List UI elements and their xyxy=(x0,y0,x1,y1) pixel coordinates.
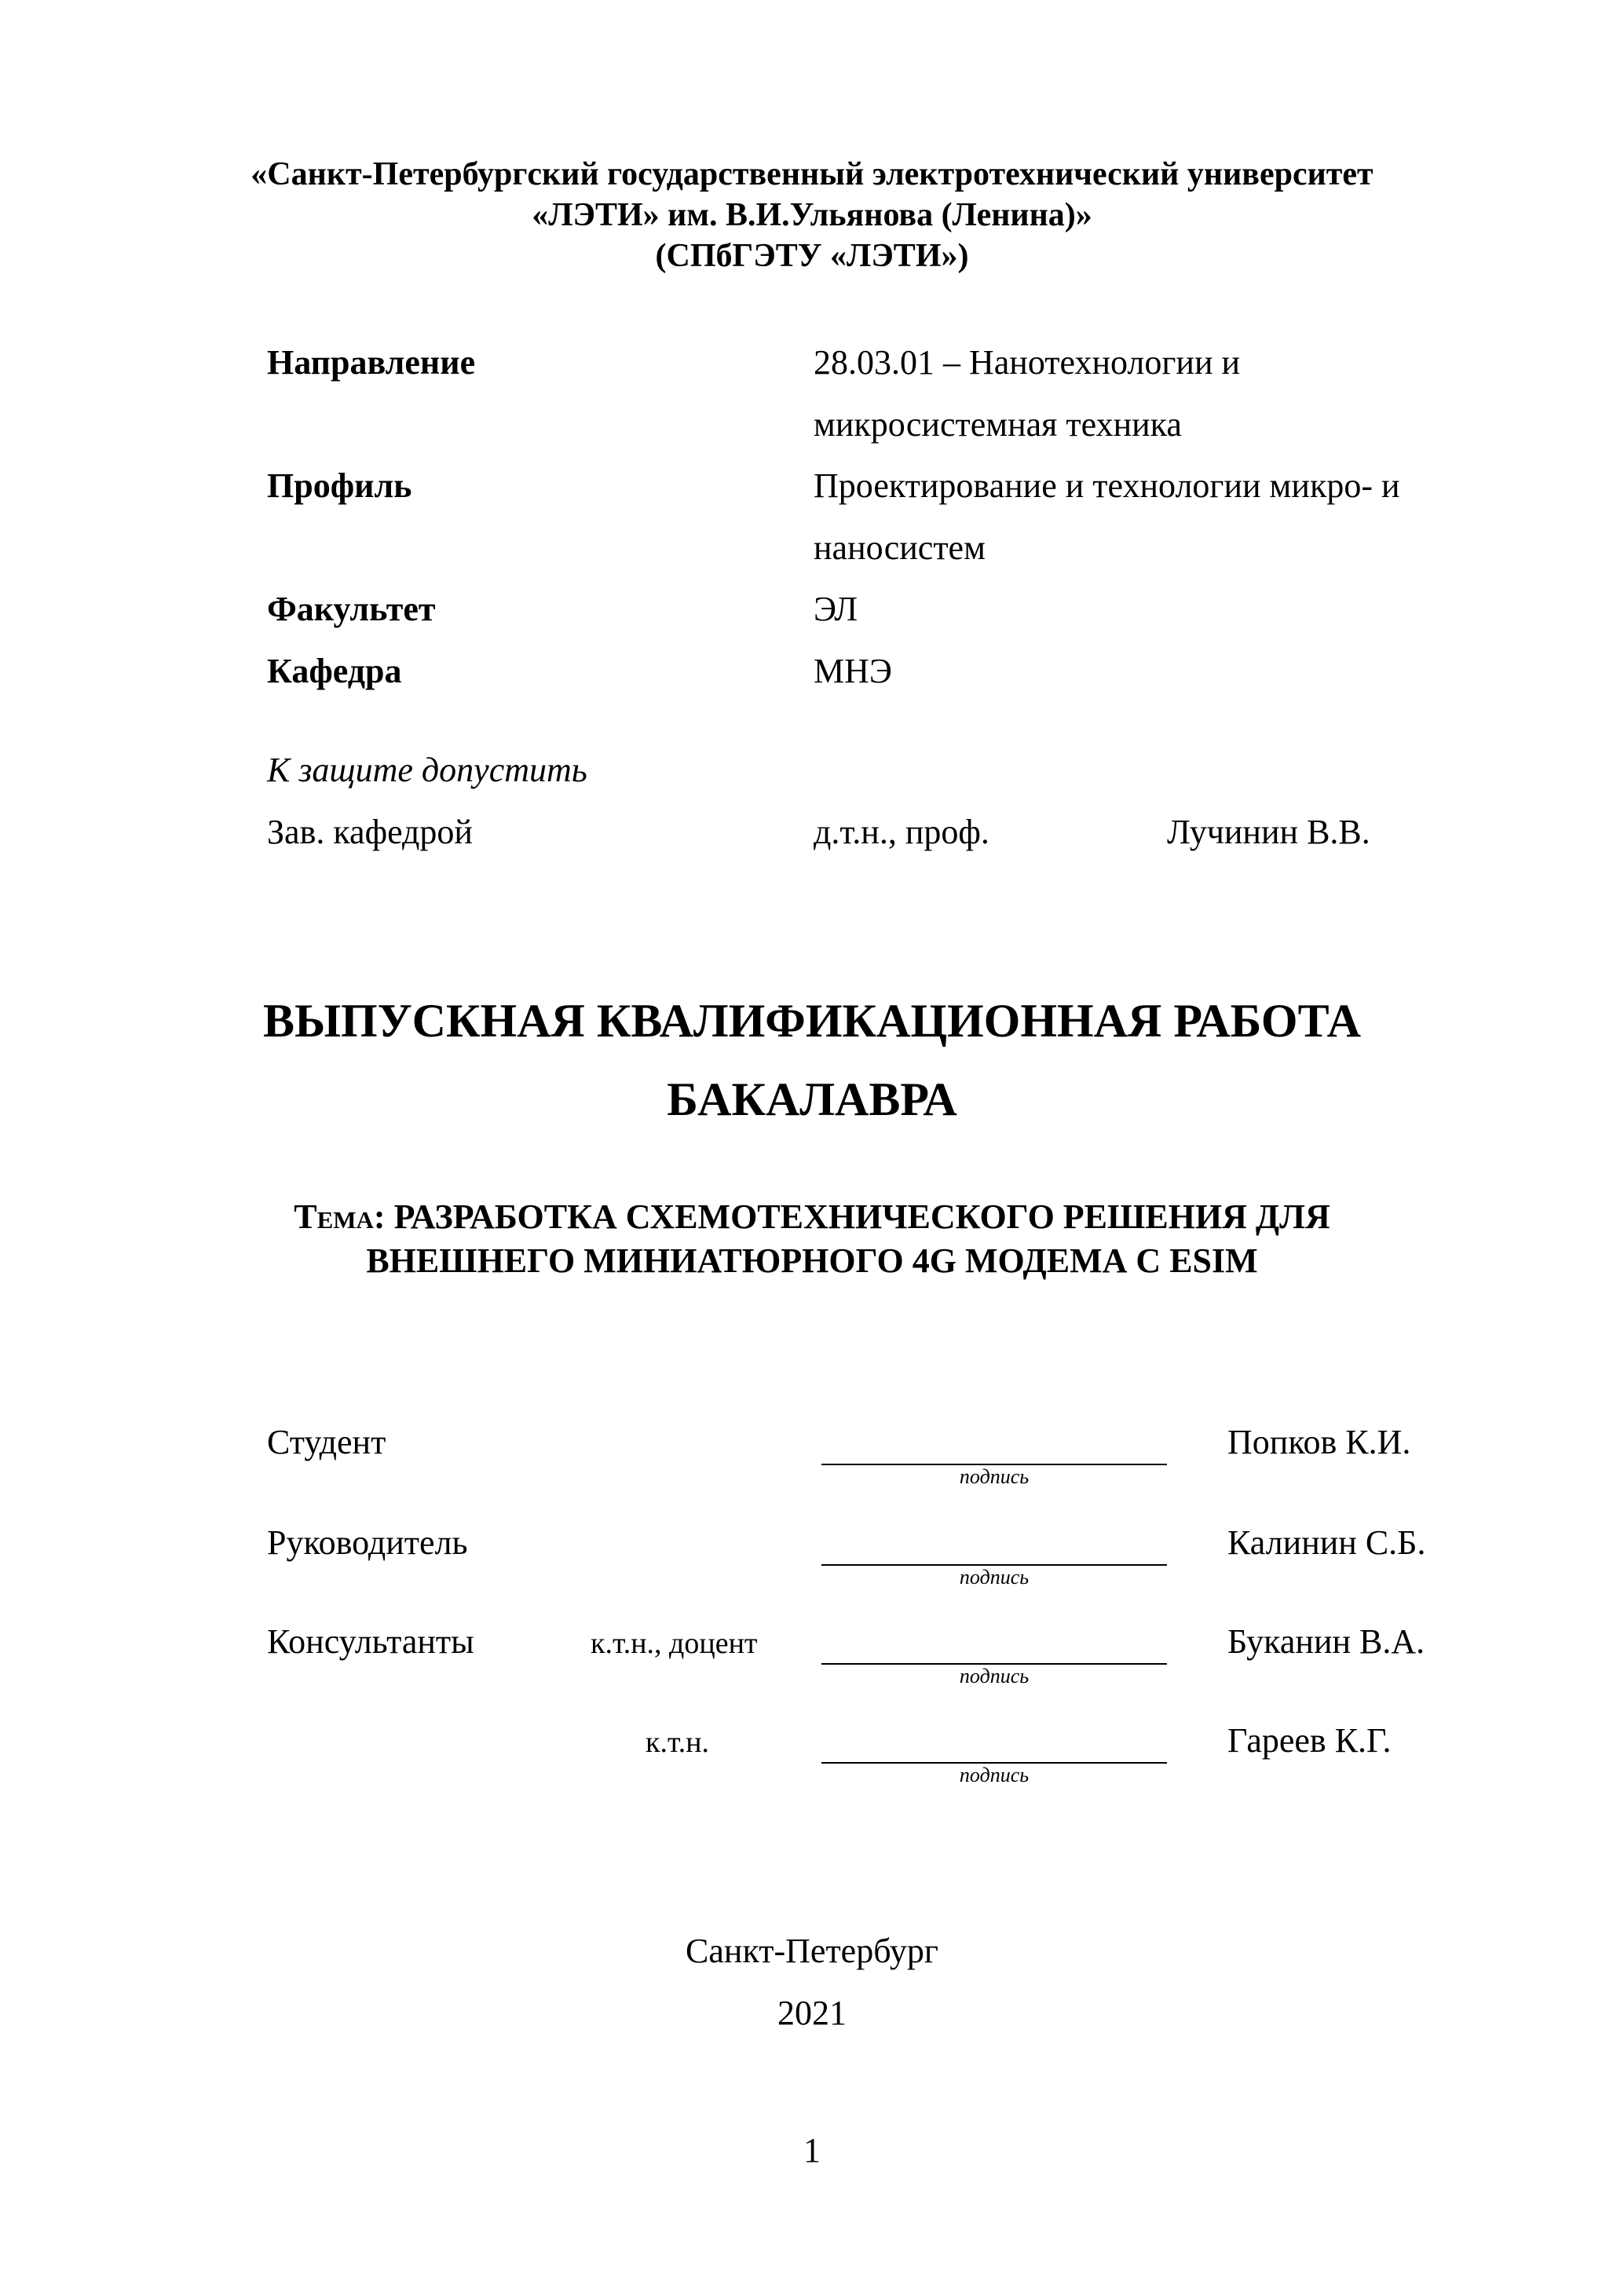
info-value-profile-line-2: наносистем xyxy=(814,528,986,567)
info-value-department: МНЭ xyxy=(814,652,892,690)
signature-role-consultants: Консультанты xyxy=(267,1622,474,1661)
info-label-profile: Профиль xyxy=(267,466,412,505)
signature-degree-consultant-1: к.т.н., доцент xyxy=(591,1627,758,1660)
thesis-theme-line-2: ВНЕШНЕГО МИНИАТЮРНОГО 4G МОДЕМА С ESIM xyxy=(366,1241,1258,1280)
info-label-faculty: Факультет xyxy=(267,590,436,628)
signature-caption: подпись xyxy=(959,1665,1030,1687)
info-label-department: Кафедра xyxy=(267,652,402,690)
approval-role: Зав. кафедрой xyxy=(267,813,473,851)
signature-name-consultant-2: Гареев К.Г. xyxy=(1227,1721,1392,1760)
document-title-line-1: ВЫПУСКНАЯ КВАЛИФИКАЦИОННАЯ РАБОТА xyxy=(263,995,1361,1047)
signature-name-student: Попков К.И. xyxy=(1227,1423,1411,1461)
university-name-line-1: «Санкт-Петербургский государственный электротехнический университет xyxy=(251,156,1373,192)
university-abbreviation: (СПбГЭТУ «ЛЭТИ») xyxy=(655,238,969,274)
signature-caption: подпись xyxy=(959,1566,1030,1589)
university-header xyxy=(0,154,1624,276)
signature-name-consultant-1: Буканин В.А. xyxy=(1227,1622,1425,1661)
info-value-profile-line-1: Проектирование и технологии микро- и xyxy=(814,466,1400,505)
signature-name-supervisor: Калинин С.Б. xyxy=(1227,1523,1426,1562)
document-title xyxy=(0,982,1624,1139)
thesis-theme-line-1 xyxy=(0,1195,1624,1239)
info-value-direction-line-1: 28.03.01 – Нанотехнологии и xyxy=(814,343,1241,382)
year: 2021 xyxy=(777,1994,847,2032)
city: Санкт-Петербург xyxy=(686,1932,938,1970)
thesis-theme xyxy=(0,1195,1624,1283)
theme-line-1-rest: : РАЗРАБОТКА СХЕМОТЕХНИЧЕСКОГО РЕШЕНИЯ ДЛЯ xyxy=(373,1197,1330,1236)
signature-degree-consultant-2: к.т.н. xyxy=(646,1726,710,1759)
info-value-direction-line-2: микросистемная техника xyxy=(814,405,1182,444)
theme-prefix: Тема xyxy=(294,1197,374,1236)
document-title-line-2: БАКАЛАВРА xyxy=(667,1073,957,1125)
signature-caption: подпись xyxy=(959,1764,1030,1786)
university-name-line-2: «ЛЭТИ» им. В.И.Ульянова (Ленина)» xyxy=(532,197,1092,233)
signature-caption: подпись xyxy=(959,1465,1030,1488)
approval-name: Лучинин В.В. xyxy=(1167,813,1370,851)
page-number: 1 xyxy=(803,2131,821,2170)
approval-heading: К защите допустить xyxy=(267,751,587,789)
info-label-direction: Направление xyxy=(267,343,476,382)
signature-role-student: Студент xyxy=(267,1423,386,1461)
signature-role-supervisor: Руководитель xyxy=(267,1523,468,1562)
info-value-faculty: ЭЛ xyxy=(814,590,858,628)
approval-degree: д.т.н., проф. xyxy=(814,813,989,851)
